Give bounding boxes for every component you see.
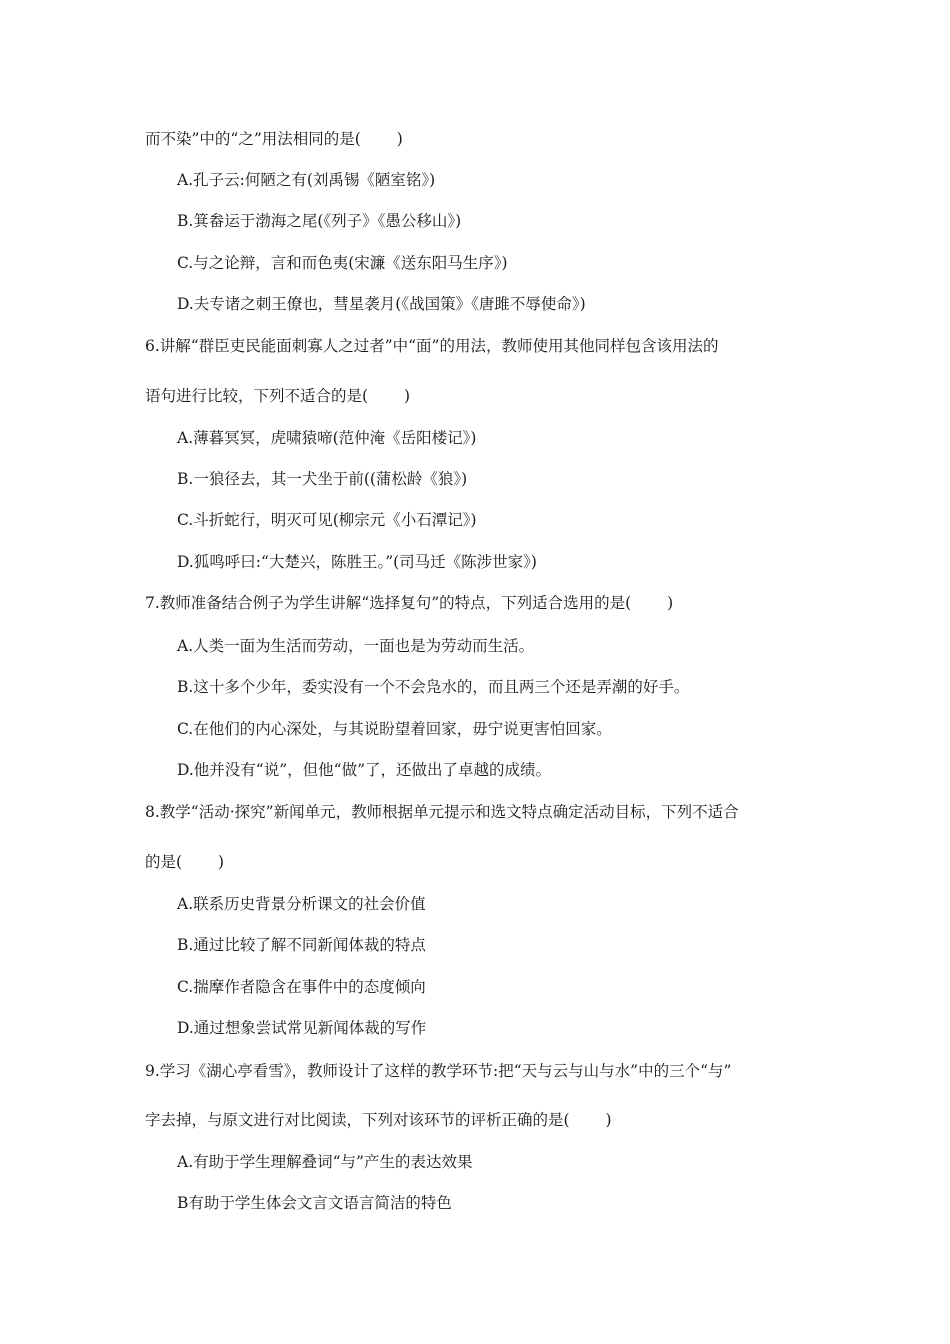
question-7: 7.教师准备结合例子为学生讲解“选择复句”的特点，下列适合选用的是( ) [145, 594, 674, 612]
question-6-continuation: 语句进行比较，下列不适合的是( ) [145, 387, 411, 405]
option-5d: D.夫专诸之刺王僚也，彗星袭月(《战国策》《唐雎不辱使命》) [177, 295, 586, 313]
option-7c: C.在他们的内心深处，与其说盼望着回家，毋宁说更害怕回家。 [177, 720, 612, 738]
option-9a: A.有助于学生理解叠词“与”产生的表达效果 [177, 1153, 473, 1171]
option-6d: D.狐鸣呼曰:“大楚兴，陈胜王。”(司马迁《陈涉世家》) [177, 553, 537, 571]
option-6c: C.斗折蛇行，明灭可见(柳宗元《小石潭记》) [177, 511, 477, 529]
question-9: 9.学习《湖心亭看雪》，教师设计了这样的教学环节:把“天与云与山与水”中的三个“与” [145, 1062, 732, 1080]
question-8-continuation: 的是( ) [145, 853, 225, 871]
option-8c: C.揣摩作者隐含在事件中的态度倾向 [177, 978, 426, 996]
option-5c: C.与之论辩，言和而色夷(宋濂《送东阳马生序》) [177, 254, 508, 272]
option-8a: A.联系历史背景分析课文的社会价值 [177, 895, 426, 913]
question-9-continuation: 字去掉，与原文进行对比阅读，下列对该环节的评析正确的是( ) [145, 1111, 612, 1129]
option-7d: D.他并没有“说”，但他“做”了，还做出了卓越的成绩。 [177, 761, 551, 779]
question-6: 6.讲解“群臣吏民能面刺寡人之过者”中“面”的用法，教师使用其他同样包含该用法的 [145, 337, 719, 355]
question-8: 8.教学“活动·探究”新闻单元，教师根据单元提示和选文特点确定活动目标，下列不适合 [145, 803, 739, 821]
option-6a: A.薄暮冥冥，虎啸猿啼(范仲淹《岳阳楼记》) [177, 429, 477, 447]
option-5b: B.箕畚运于渤海之尾(《列子》《愚公移山》) [177, 212, 462, 230]
option-8b: B.通过比较了解不同新闻体裁的特点 [177, 936, 426, 954]
option-8d: D.通过想象尝试常见新闻体裁的写作 [177, 1019, 427, 1037]
option-7b: B.这十多个少年，委实没有一个不会凫水的，而且两三个还是弄潮的好手。 [177, 678, 690, 696]
question-5-continuation: 而不染”中的“之”用法相同的是( ) [145, 130, 403, 148]
option-7a: A.人类一面为生活而劳动，一面也是为劳动而生活。 [177, 637, 535, 655]
option-5a: A.孔子云:何陋之有(刘禹锡《陋室铭》) [177, 171, 436, 189]
option-9b: B有助于学生体会文言文语言简洁的特色 [177, 1194, 452, 1212]
option-6b: B.一狼径去，其一犬坐于前((蒲松龄《狼》) [177, 470, 468, 488]
